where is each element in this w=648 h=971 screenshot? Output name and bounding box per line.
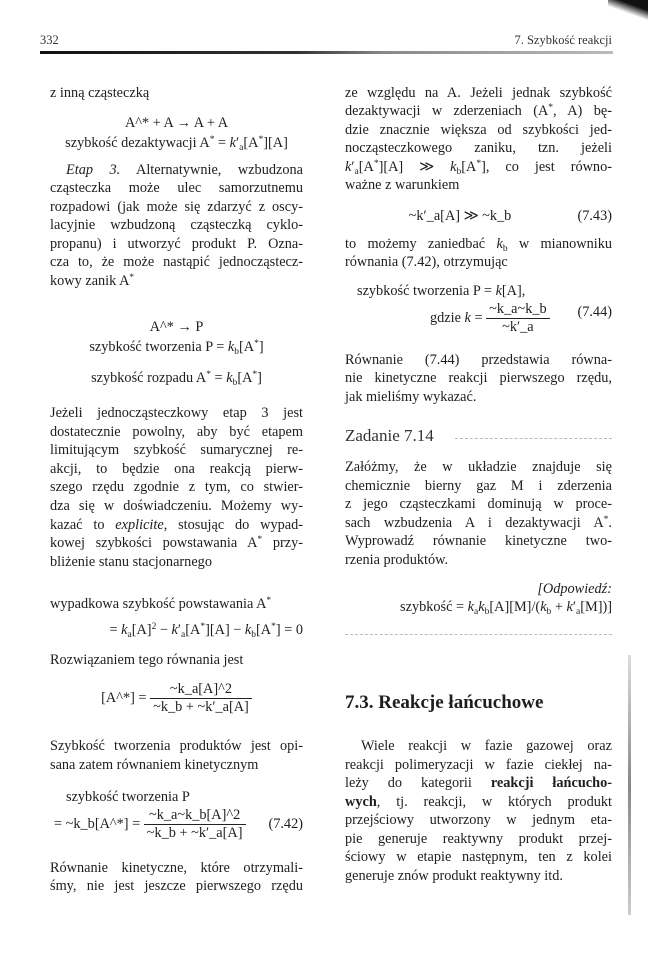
text-line: kowy zanik A* [50, 273, 135, 289]
text-line: przejściowy utworzony w jednym eta- [345, 812, 612, 828]
eq-lhs: gdzie k = [430, 310, 483, 326]
text-line: bliżenie stanu stacjonarnego [50, 554, 212, 570]
equation: ~k′_a[A] ≫ ~k_b [408, 208, 512, 224]
text-line: z inną cząsteczką [50, 85, 150, 101]
text-line: Szybkość tworzenia produktów jest opi- [50, 738, 303, 754]
text-line: śmy, nie jest jeszcze pierwszego rzędu [50, 878, 303, 894]
equation: szybkość tworzenia $P = k_b[A^*]$ [89, 339, 264, 357]
text-line: rozpadowi (jak może się zdarzyć z oscy- [50, 199, 303, 215]
equation: szybkość tworzenia P = k[A], [357, 283, 526, 299]
text-line: nocząsteczkowego zaniku, tzn. jeżeli [345, 140, 612, 156]
text-line [345, 774, 612, 792]
answer-label-text: [Odpowiedź: [537, 581, 612, 597]
equation: wypadkowa szybkość powstawania A* [50, 596, 272, 612]
text-span: kazać to [50, 517, 116, 533]
equation-fraction [50, 806, 303, 842]
text-line: cza to, że może nastąpić jednocząstecz- [50, 254, 303, 270]
text-line: sana zatem równaniem kinetycznym [50, 757, 259, 773]
etap-label: Etap 3. [66, 162, 121, 178]
text-line: lacyjnie wzbudzoną cząsteczką cyklo- [50, 217, 303, 233]
text-line: sach wzbudzenia A i dezaktywacji A*. [345, 515, 612, 531]
text-span: Alternatywnie, wzbudzona [120, 162, 303, 178]
text-line [50, 516, 303, 534]
text-line: dezaktywacji w zderzeniach (A*, A) bę- [345, 103, 612, 119]
equation-fraction [50, 680, 303, 716]
equation-number: (7.44) [577, 304, 612, 320]
equation-number: (7.43) [577, 208, 612, 224]
denominator: ~k_b + ~k′_a[A] [146, 825, 243, 842]
text-line: $k'_a[A^*][A]$ ≫ $k_b[A^*]$, co jest równo- [345, 159, 612, 177]
emphasis: explicite [115, 517, 164, 533]
text-line: limitującym szybkość sumarycznej re- [50, 442, 303, 458]
text-line [345, 793, 612, 811]
equation-number: (7.42) [268, 816, 303, 832]
text-span: leży do kategorii [345, 775, 491, 791]
text-line: ze względu na A. Jeżeli jednak szybkość [345, 85, 612, 101]
equation: szybkość dezaktywacji $A^* = k'_a[A^*][A]$ [65, 135, 288, 153]
scan-page-edge [628, 655, 631, 915]
text-line: szego rzędu zgodnie z tym, co stwier- [50, 479, 303, 495]
text-line: Równanie (7.44) przedstawia równa- [345, 352, 612, 368]
text-line: ściowy w etapie następnym, ten z kolei [345, 849, 612, 865]
text-line: to możemy zaniedbać $k_b$ w mianowniku [345, 236, 613, 254]
equation: szybkość rozpadu $A^* = k_b[A^*]$ [91, 370, 262, 388]
text-line: dza się w doświadczeniu. Możemy wy- [50, 498, 303, 514]
text-span: , stosując do wypad- [163, 517, 303, 533]
answer: szybkość = $k_ak_b[A][M]/(k_b + k'_a[M])$] [400, 599, 612, 617]
divider [455, 438, 612, 439]
text-span: , tj. reakcji, w których produkt [376, 794, 612, 810]
numerator: ~k_a[A]^2 [150, 681, 252, 699]
text-line: Rozwiązaniem tego równania jest [50, 652, 244, 668]
text-line: cząsteczka może ulec samorzutnemu [50, 180, 303, 196]
text-line: pie generuje reaktywny produkt przej- [345, 831, 612, 847]
bold-term: reakcji łańcucho- [490, 775, 612, 791]
text-line: propanu) i utworzyć produkt P. Ozna- [50, 236, 303, 252]
exercise-title: Zadanie 7.14 [345, 426, 434, 445]
eq-lhs: = ~k_b[A^*] = [54, 816, 141, 832]
text-line: akcji, to będzie ona reakcją pierw- [50, 461, 303, 477]
text-line [50, 161, 303, 179]
divider [345, 634, 612, 635]
denominator: ~k_b + ~k′_a[A] [153, 699, 249, 716]
text-line: dostatecznie powolny, aby być etapem [50, 424, 303, 440]
equation: A^* + A → A + A [124, 115, 229, 131]
scan-corner-shadow [608, 0, 648, 20]
text-line: równania (7.42), otrzymując [345, 254, 508, 270]
text-line: Załóżmy, że w układzie znajduje się [345, 459, 612, 475]
text-line: rzenia produktów. [345, 552, 449, 568]
equation-fraction [430, 300, 550, 336]
answer-label [345, 580, 612, 598]
page-number: 332 [40, 33, 59, 47]
fraction [150, 681, 252, 716]
section-title: 7.3. Reakcje łańcuchowe [345, 692, 544, 713]
header-rule [40, 51, 613, 54]
text-line: dzie znacznie większa od szybkości jed- [345, 122, 612, 138]
numerator: ~k_a~k_b[A]^2 [144, 807, 246, 825]
denominator: ~k′_a [502, 319, 534, 336]
text-line: Wiele reakcji w fazie gazowej oraz [361, 738, 612, 754]
equation: = $k_a[A]^2 - k'_a[A^*][A] - k_b[A^*] = 0$ [109, 622, 303, 640]
text-line: z jego cząsteczkami dominują w proce- [345, 496, 612, 512]
numerator: ~k_a~k_b [486, 301, 550, 319]
text-line: Jeżeli jednocząsteczkowy etap 3 jest [50, 405, 303, 421]
running-header: 7. Szybkość reakcji [514, 33, 612, 47]
equation: szybkość tworzenia P [66, 789, 190, 805]
equation: A^* → P [149, 319, 204, 335]
text-line: Równanie kinetyczne, które otrzymali- [50, 860, 303, 876]
fraction [144, 807, 246, 842]
fraction [486, 301, 550, 336]
eq-lhs: [A^*] = [101, 690, 147, 706]
text-line: generuje znów produkt reaktywny itd. [345, 868, 563, 884]
bold-term: wych [345, 794, 377, 810]
text-line: jak mieliśmy wykazać. [345, 389, 477, 405]
text-line: reakcji polimeryzacji w fazie ciekłej na- [345, 757, 612, 773]
text-line: ważne z warunkiem [345, 177, 460, 193]
text-line: Wyprowadź równanie kinetyczne two- [345, 533, 612, 549]
text-line: kowej szybkości powstawania A* przy- [50, 535, 303, 551]
text-line: nie kinetyczne reakcji pierwszego rzędu, [345, 370, 612, 386]
text-line: chemicznie bierny gaz M i zderzenia [345, 478, 612, 494]
